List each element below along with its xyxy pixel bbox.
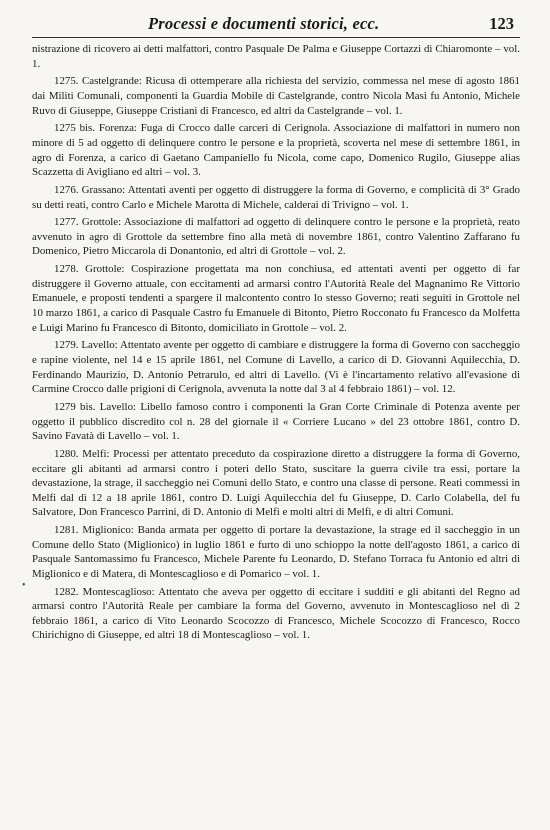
entry-1279: 1279. Lavello: Attentato avente per oggetto di cambiare e distruggere la forma di Governo con saccheggio e rapine violente, nel 14 e 15 aprile 1861, nel Comune di Lavello, a carico di D. Giovanni Aquilecchia, D. Ferdinando Maurizio, D. Antonio Petrarulo, ed altri di Lavello. (Vi è l'incartamento relativo all'evasione di Carmine Crocco dalle prigioni di Cerignola, avvenuta la notte dal 3 al 4 febbraio 1861) – vol. 12.: [32, 339, 520, 396]
paragraph-continuation: nistrazione di ricovero ai detti malfattori, contro Pasquale De Palma e Giuseppe Cortazzi di Chiaromonte – vol. 1.: [32, 43, 520, 70]
entry-1278: 1278. Grottole: Cospirazione progettata ma non conchiusa, ed attentati aventi per oggetto di far distruggere il Governo attuale, con eccitamenti ad armarsi contro l'Autorità Reale del Magnanimo Re Vittorio Emanuele, e proposti tendenti a spargere il malcontento contro lo stesso Governo; reati seguiti in Grottole nel 10 marzo 1861, a carico di Pasquale Castro fu Emanuele di Bitonto, Pietro Rocconato fu Francesco da Molfetta e Luigi Marino fu Francesco di Bitonto, domiciliato in Grottole – vol. 2.: [32, 263, 520, 334]
entry-1275: 1275. Castelgrande: Ricusa di ottemperare alla richiesta del servizio, commessa nel mese di agosto 1861 dai Militi Comunali, componenti la Guardia Mobile di Castelgrande, contro Nicola Masi fu Antonio, Michele Ruvo di Giuseppe, Giuseppe Cristiani di Francesco, ed altri da Castelgrande – vol. 1.: [32, 75, 520, 117]
entry-1276: 1276. Grassano: Attentati aventi per oggetto di distruggere la forma di Governo, e complicità di 3° Grado su detti reati, contro Carlo e Michele Marotta di Michele, calderai di Trivigno – vol. 1.: [32, 183, 520, 211]
entry-1275-bis: 1275 bis. Forenza: Fuga di Crocco dalle carceri di Cerignola. Associazione di malfattori in numero non minore di 5 ad oggetto di delinquere contro le persone e la proprietà, scoverta nel mese di settembre 1861, in agro di Forenza, a carico di Gaetano Campaniello fu Nicola, come capo, Domenico Rugilo, Giuseppe alias Scazzetta di Avigliano ed altri – vol. 3.: [32, 122, 520, 179]
body-text: [32, 42, 520, 643]
running-title: Processi e documenti storici, ecc.: [148, 14, 380, 33]
entry-1282: 1282. Montescaglioso: Attentato che aveva per oggetto di eccitare i sudditi e gli abitanti del Regno ad armarsi contro l'Autorità Reale per cambiare la forma del Governo, avvenuto in Montescaglioso nel dì 2 febbraio 1861, a carico di Vito Leonardo Scocozzo di Francesco, Michele Scocozzo di Francesco, Rocco Chirichigno di Giuseppe, ed altri 18 di Montescaglioso – vol. 1.: [32, 585, 520, 642]
entry-1280: 1280. Melfi: Processi per attentato preceduto da cospirazione diretto a distruggere la forma di Governo, eccitare gli abitanti ad armarsi contro i poteri dello Stato, suscitare la guerra civile tra essi, portare la devastazione, la strage, il saccheggio nei Comuni dello Stato, e contro una classe di persone. Reati commessi in Melfi dal dì 12 a 18 aprile 1861, contro D. Luigi Aquilecchia del fu Giuseppe, D. Carlo Colabella, del fu Salvatore, Don Francesco Parrini, di D. Antonio di Melfi e molti altri di Melfi, e di altri Comuni.: [32, 447, 520, 519]
running-header: [32, 14, 520, 38]
entry-1279-bis: 1279 bis. Lavello: Libello famoso contro i componenti la Gran Corte Criminale di Potenza avente per oggetto il pubblico discredito col n. 28 del giornale il « Corriere Lucano » del 23 ottobre 1861, contro D. Savino Favatà di Lavello – vol. 1.: [32, 400, 520, 443]
entry-1277: 1277. Grottole: Associazione di malfattori ad oggetto di delinquere contro le persone e la proprietà, reato avvenuto in agro di Grottole da settembre fino alla metà di novembre 1861, contro Valentino Zaffarano fu Domenico, Pietro Miccarola di Donantonio, ed altri di Grottole – vol. 2.: [32, 216, 520, 258]
margin-mark: •: [22, 580, 26, 591]
page-number: 123: [489, 14, 514, 33]
entry-1281: 1281. Miglionico: Banda armata per oggetto di portare la devastazione, la strage ed il saccheggio in un Comune dello Stato (Miglionico) in luglio 1861 e furto di uno schioppo la notte dell'agosto 1861, a carico di Pasquale Santomassimo fu Francesco, Michele Parente fu Leonardo, D. Stefano Torraca fu Antonio ed altri di Miglionico e di Matera, di Montescaglioso e di Pomarico – vol. 1.: [32, 524, 520, 580]
